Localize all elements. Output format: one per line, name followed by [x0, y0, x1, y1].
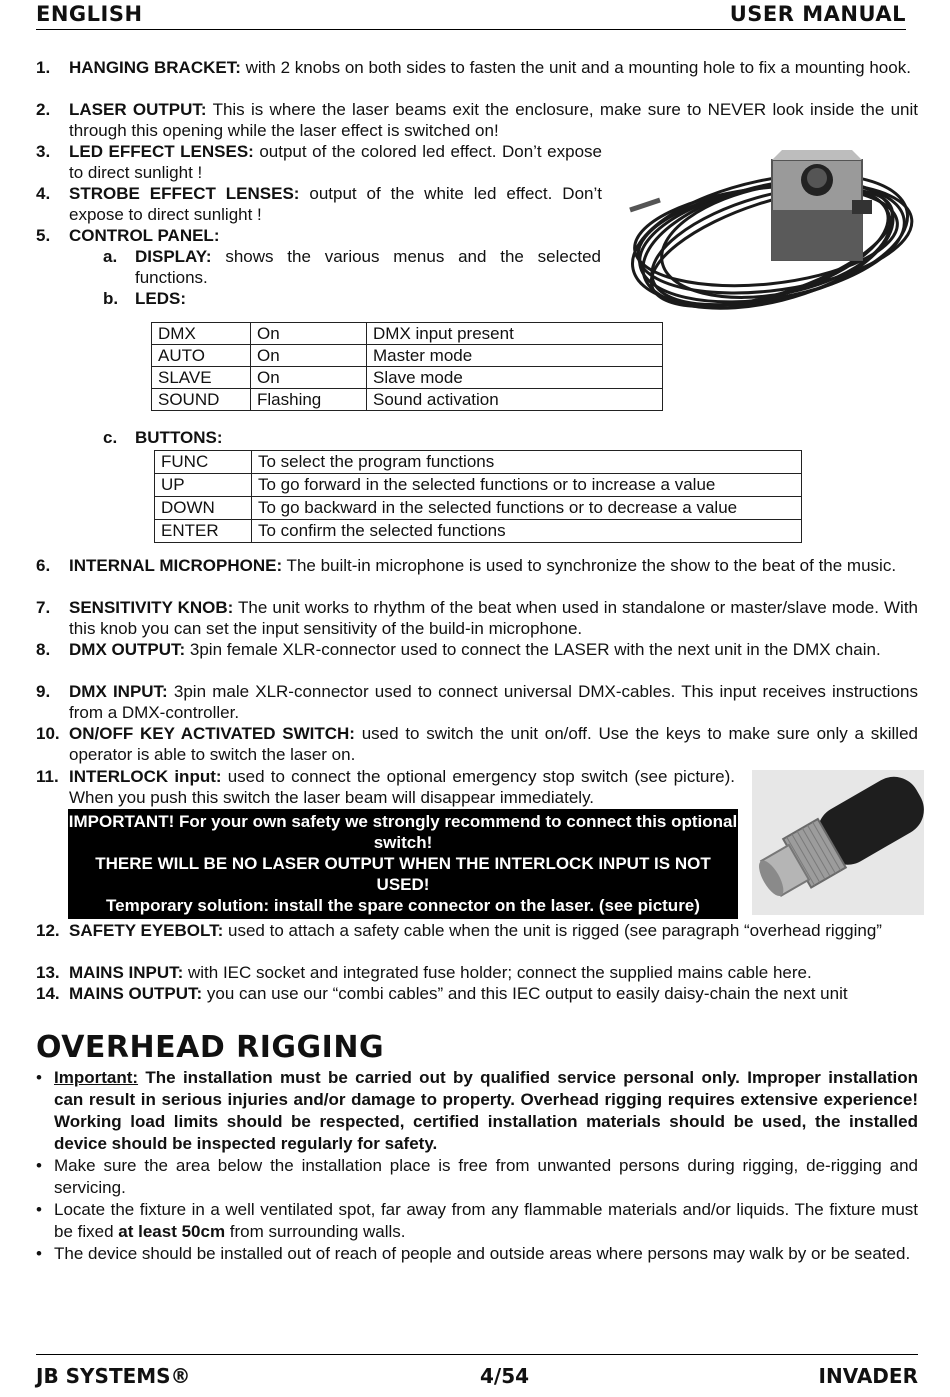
sub-item-label: DISPLAY: [135, 247, 212, 266]
item-text: used to switch the unit on/off. Use the keys to make sure only a skilled operator is able to switch the laser on. [69, 724, 918, 764]
buttons-table [154, 450, 802, 543]
item-label: MAINS INPUT: [69, 963, 184, 982]
sub-item-label: LEDS: [135, 289, 186, 308]
warning-line: IMPORTANT! For your own safety we strongly recommend to connect this optional switch! [68, 812, 738, 852]
sub-item-letter: a. [103, 247, 118, 266]
list-item-8 [36, 639, 918, 660]
list-item-13 [36, 962, 918, 983]
header-language: ENGLISH [36, 2, 143, 26]
page-number: 4/54 [480, 1363, 530, 1388]
table-cell: UP [155, 474, 252, 497]
item-label: DMX INPUT: [69, 682, 168, 701]
item-number: 9. [36, 682, 51, 701]
table-row [152, 389, 663, 411]
bullet-item-important [36, 1067, 918, 1155]
sub-item-display [103, 246, 601, 288]
warning-line: Temporary solution: install the spare connector on the laser. (see picture) [106, 896, 700, 915]
item-text: The built-in microphone is used to synchronize the show to the beat of the music. [282, 556, 897, 575]
table-cell: On [251, 345, 367, 367]
table-cell: SOUND [152, 389, 251, 411]
table-row [155, 497, 802, 520]
footer-product: INVADER [818, 1363, 918, 1388]
bullet-text: Locate the fixture in a well ventilated spot, far away from any flammable materials and/or liquids. The fixture must be fixed [54, 1200, 918, 1241]
item-number: 1. [36, 58, 51, 77]
list-item-14 [36, 983, 918, 1004]
table-cell: On [251, 323, 367, 345]
table-cell: FUNC [155, 451, 252, 474]
item-text: output of the colored led effect. Don’t expose to direct sunlight ! [69, 142, 602, 182]
bullet-item-area [36, 1155, 918, 1199]
table-row [155, 451, 802, 474]
footer-brand: JB SYSTEMS® [36, 1363, 191, 1388]
item-label: DMX OUTPUT: [69, 640, 186, 659]
header-doc-type: USER MANUAL [729, 2, 906, 26]
bullet-label: Important: [54, 1068, 139, 1087]
bullet-text: The device should be installed out of reach of people and outside areas where persons may walk by or be seated. [54, 1244, 911, 1263]
table-cell: Sound activation [367, 389, 663, 411]
table-cell: Master mode [367, 345, 663, 367]
table-cell: DMX [152, 323, 251, 345]
list-item-2 [36, 99, 918, 141]
bullet-item-reach [36, 1243, 918, 1265]
table-cell: To select the program functions [252, 451, 802, 474]
spare-connector-photo [752, 770, 924, 915]
sub-item-buttons [103, 427, 223, 448]
item-number: 10. [36, 724, 60, 743]
item-number: 3. [36, 142, 51, 161]
list-item-4 [36, 183, 602, 225]
item-text: 3pin male XLR-connector used to connect universal DMX-cables. This input receives instructions from a DMX-controller. [69, 682, 918, 722]
item-text: The unit works to rhythm of the beat when used in standalone or master/slave mode. With this knob you can set the input sensitivity of the build-in microphone. [69, 598, 918, 638]
bullet-dot: • [36, 1244, 42, 1263]
list-item-1 [36, 57, 918, 78]
sub-item-leds [103, 288, 186, 309]
sub-item-text: shows the various menus and the selected functions. [135, 247, 601, 287]
item-label: INTERLOCK input: [69, 767, 222, 786]
table-row [152, 323, 663, 345]
item-label: HANGING BRACKET: [69, 58, 241, 77]
item-label: CONTROL PANEL: [69, 226, 220, 245]
item-text: with 2 knobs on both sides to fasten the unit and a mounting hole to fix a mounting hook. [240, 58, 911, 77]
list-item-12 [36, 920, 918, 941]
safety-warning-box [68, 809, 738, 919]
bullet-text: The installation must be carried out by qualified service personal only. Improper installation can result in serious injuries and/or damage to property. Overhead rigging requires extensive experience! Working load limits should be respected, certified installation materials should be used, the installed device should be inspected regularly for safety. [54, 1068, 918, 1153]
item-label: MAINS OUTPUT: [69, 984, 203, 1003]
item-label: STROBE EFFECT LENSES: [69, 184, 300, 203]
table-cell: To go forward in the selected functions or to increase a value [252, 474, 802, 497]
item-number: 8. [36, 640, 51, 659]
list-item-3 [36, 141, 602, 183]
sub-item-letter: b. [103, 289, 119, 308]
table-cell: DOWN [155, 497, 252, 520]
table-cell: On [251, 367, 367, 389]
item-number: 4. [36, 184, 51, 203]
list-item-6 [36, 555, 918, 576]
item-label: LED EFFECT LENSES: [69, 142, 254, 161]
item-text: This is where the laser beams exit the enclosure, make sure to NEVER look inside the unit through this opening while the laser effect is switched on! [69, 100, 918, 140]
page-header [36, 0, 906, 30]
table-cell: SLAVE [152, 367, 251, 389]
item-text: 3pin female XLR-connector used to connect the LASER with the next unit in the DMX chain. [185, 640, 881, 659]
item-text: used to attach a safety cable when the unit is rigged (see paragraph “overhead rigging” [223, 921, 882, 940]
table-cell: To go backward in the selected functions or to decrease a value [252, 497, 802, 520]
item-number: 14. [36, 984, 60, 1003]
list-item-7 [36, 597, 918, 639]
item-label: SAFETY EYEBOLT: [69, 921, 224, 940]
bullet-dot: • [36, 1068, 42, 1087]
table-cell: Slave mode [367, 367, 663, 389]
item-number: 6. [36, 556, 51, 575]
bullet-text: Make sure the area below the installation place is free from unwanted persons during rigging, de-rigging and servicing. [54, 1156, 918, 1197]
section-title: OVERHEAD RIGGING [36, 1030, 385, 1065]
warning-line: THERE WILL BE NO LASER OUTPUT WHEN THE INTERLOCK INPUT IS NOT USED! [95, 854, 711, 894]
bullet-item-location [36, 1199, 918, 1243]
bullet-bold-text: at least 50cm [118, 1222, 226, 1241]
item-text: with IEC socket and integrated fuse holder; connect the supplied mains cable here. [183, 963, 812, 982]
bullet-text: from surrounding walls. [225, 1222, 406, 1241]
item-label: LASER OUTPUT: [69, 100, 207, 119]
emergency-stop-switch-photo [620, 140, 925, 320]
table-cell: DMX input present [367, 323, 663, 345]
table-cell: To confirm the selected functions [252, 520, 802, 543]
item-text: used to connect the optional emergency stop switch (see picture). When you push this switch the laser beam will disappear immediately. [69, 767, 735, 807]
item-label: SENSITIVITY KNOB: [69, 598, 234, 617]
item-text: you can use our “combi cables” and this IEC output to easily daisy-chain the next unit [202, 984, 848, 1003]
item-number: 13. [36, 963, 60, 982]
item-number: 12. [36, 921, 60, 940]
table-row [155, 520, 802, 543]
bullet-dot: • [36, 1200, 42, 1219]
table-cell: AUTO [152, 345, 251, 367]
table-cell: ENTER [155, 520, 252, 543]
list-item-10 [36, 723, 918, 765]
list-item-5 [36, 225, 602, 246]
item-number: 7. [36, 598, 51, 617]
table-row [155, 474, 802, 497]
leds-table [151, 322, 663, 411]
page-footer [36, 1354, 918, 1394]
item-number: 5. [36, 226, 51, 245]
sub-item-letter: c. [103, 428, 118, 447]
table-row [152, 367, 663, 389]
table-cell: Flashing [251, 389, 367, 411]
list-item-9 [36, 681, 918, 723]
item-number: 11. [36, 767, 59, 786]
item-number: 2. [36, 100, 51, 119]
sub-item-label: BUTTONS: [135, 428, 223, 447]
item-text: output of the white led effect. Don’t expose to direct sunlight ! [69, 184, 602, 224]
bullet-dot: • [36, 1156, 42, 1175]
item-label: ON/OFF KEY ACTIVATED SWITCH: [69, 724, 355, 743]
list-item-11 [36, 766, 735, 808]
item-label: INTERNAL MICROPHONE: [69, 556, 283, 575]
table-row [152, 345, 663, 367]
